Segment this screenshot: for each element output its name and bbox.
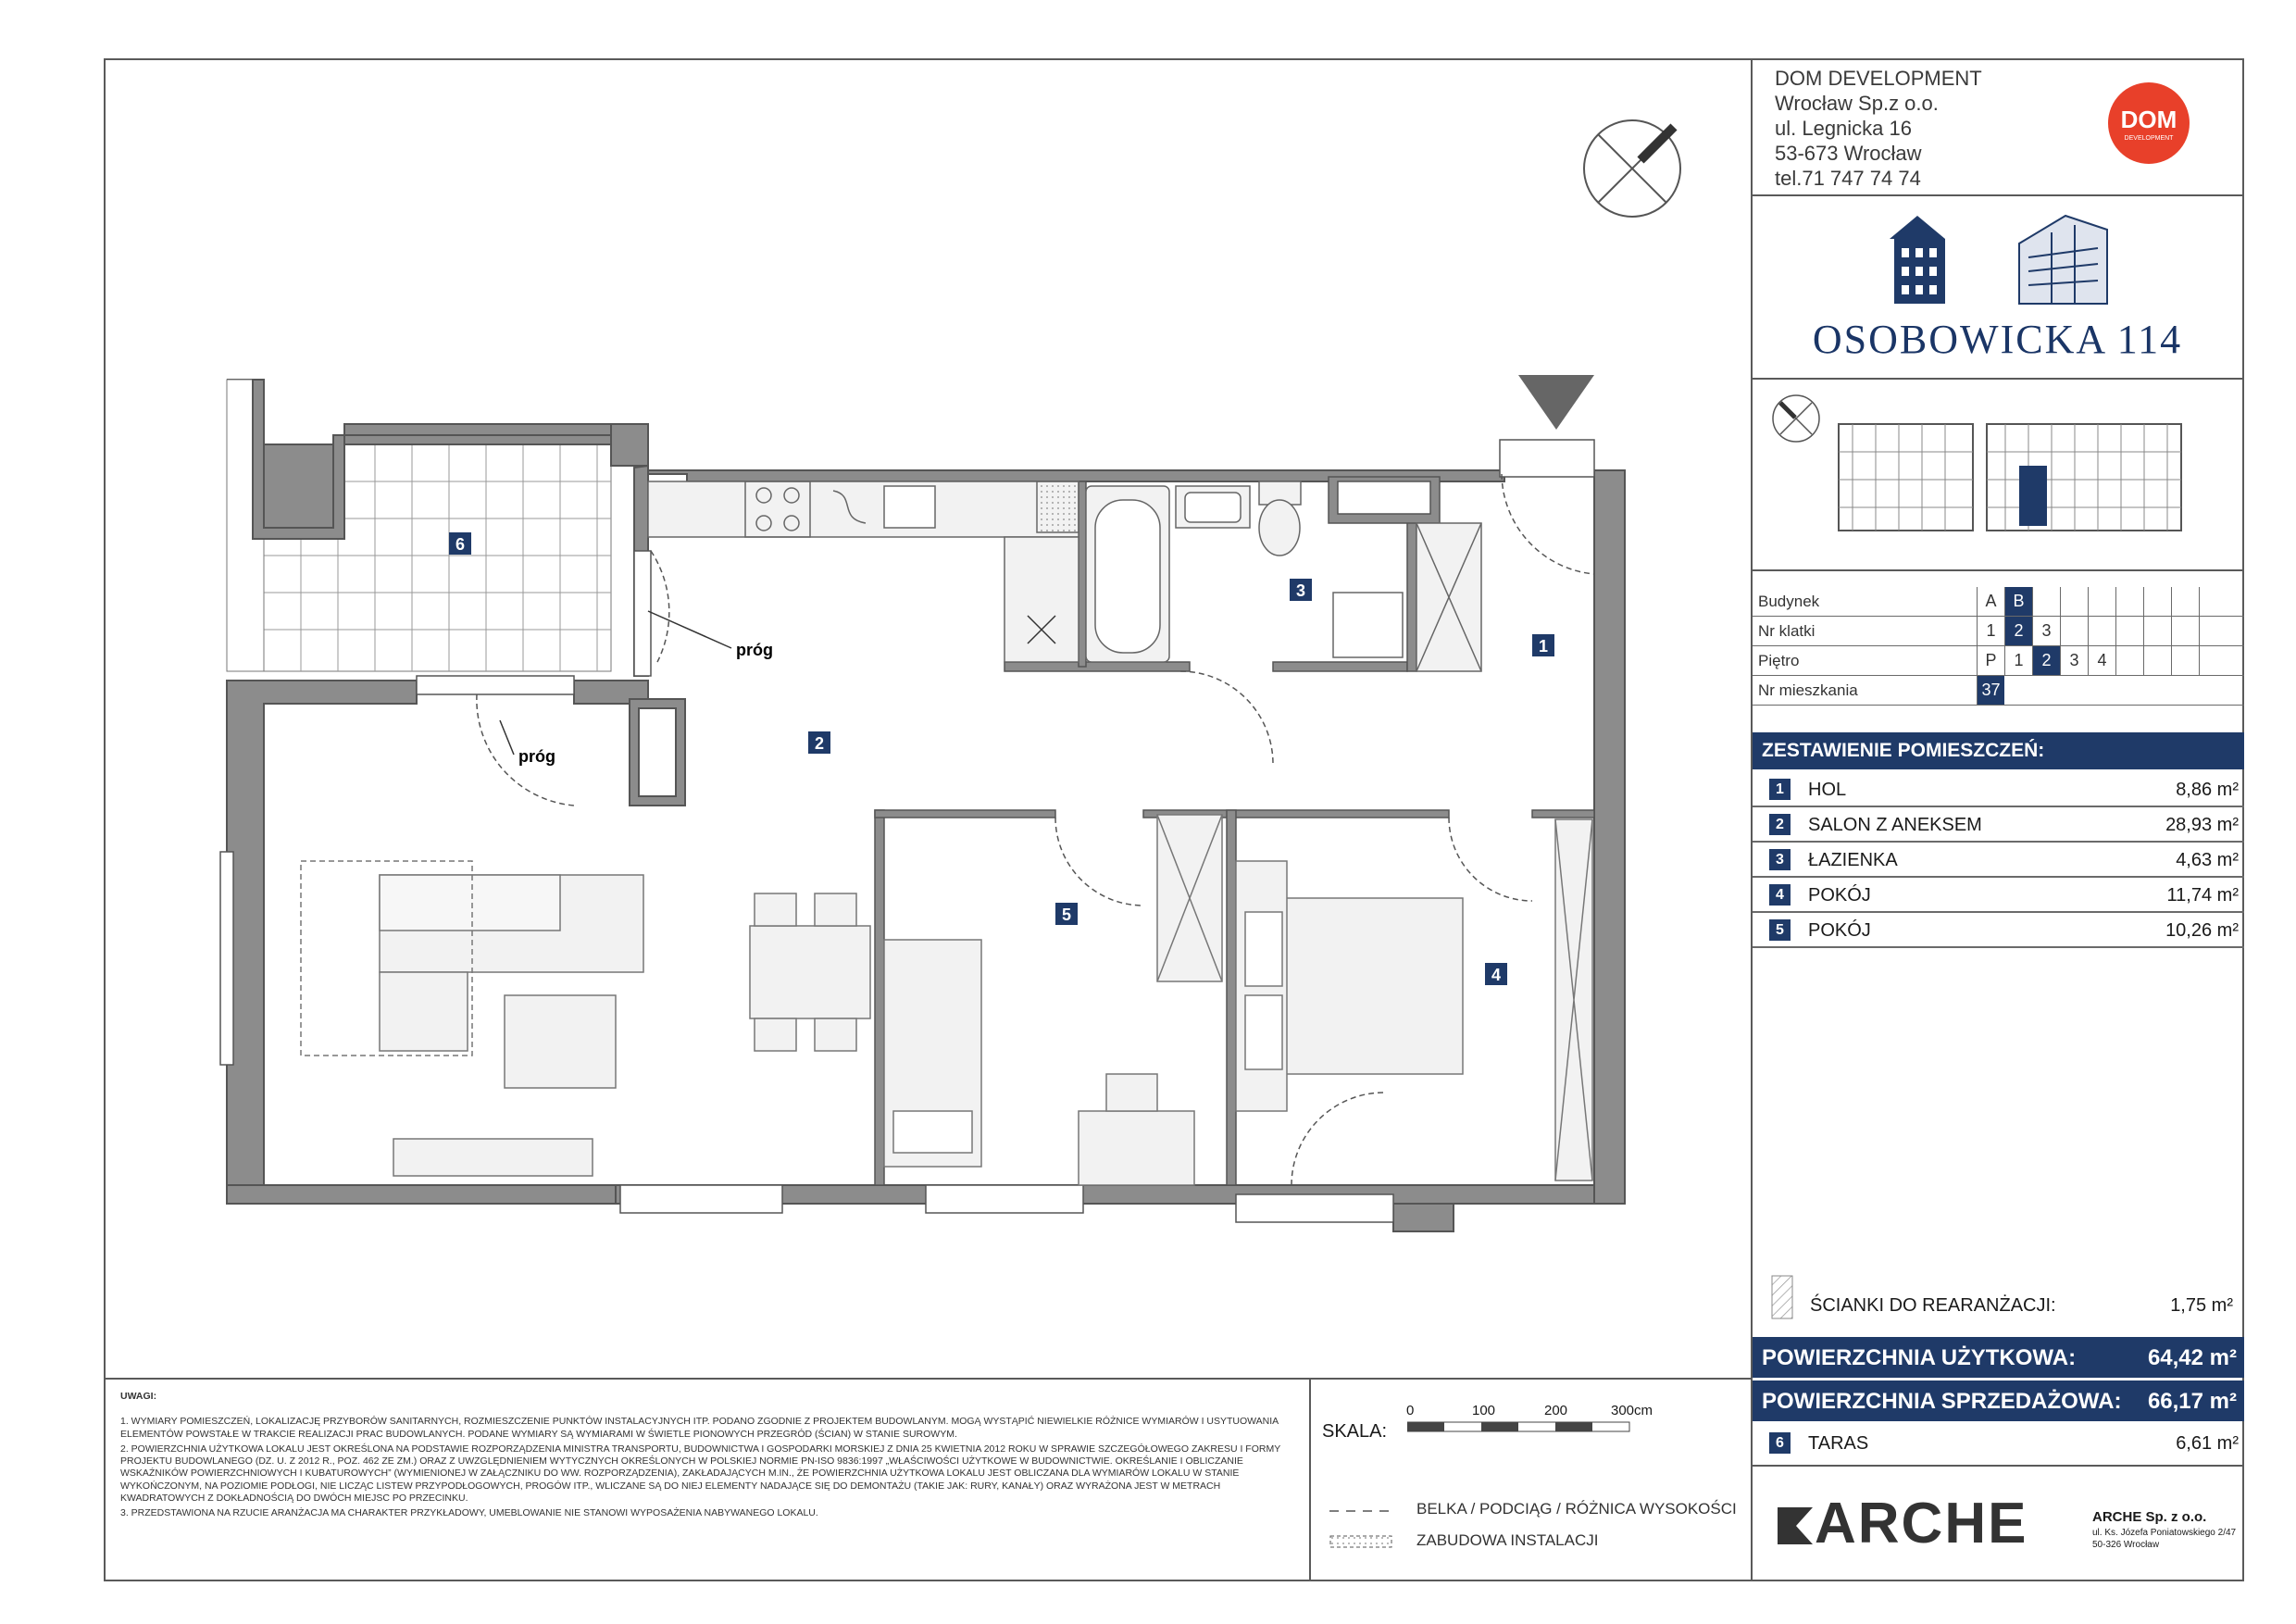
room-area: 11,74 m² [2166,885,2239,906]
cell-empty [2032,587,2060,616]
cell-empty [2171,617,2199,645]
beam-legend-icon [1329,1505,1394,1517]
rooms-list [1751,772,2244,948]
cell-empty [2060,587,2088,616]
divider [1751,1465,2244,1467]
terrace-name: TARAS [1808,1433,1869,1454]
room-number: 5 [1769,919,1791,941]
badge-2: 2 [814,734,825,753]
room-row [1751,772,2244,807]
badge-1: 1 [1538,637,1549,656]
badge-4: 4 [1491,966,1502,984]
cell-klatka-3: 3 [2032,617,2060,645]
room-name: SALON Z ANEKSEM [1808,815,1982,835]
usable-area-value: 64,42 m² [2147,1345,2237,1370]
estate-title: OSOBOWICKA 114 [1812,317,2183,362]
room-area: 4,63 m² [2176,850,2239,870]
cell-empty [2115,617,2143,645]
entrance-marker-icon [1518,375,1594,430]
prog-label-2: próg [518,747,555,766]
room-row [1751,807,2244,843]
cell-pietro-3: 3 [2060,646,2088,675]
scale-bar [1318,1403,1670,1458]
divider [1751,194,2244,196]
rearrangeable-walls-label: ŚCIANKI DO REARANŻACJI: [1810,1295,2056,1316]
building-key-plan [1834,415,2186,540]
arche-mark-icon [1778,1498,1815,1544]
cell-empty [2143,617,2171,645]
terrace-row [1751,1426,2244,1461]
room-name: HOL [1808,780,1847,800]
cell-empty [2088,617,2115,645]
badge-3: 3 [1295,581,1306,600]
sidebar-divider [1751,58,1753,1581]
room-number: 1 [1769,779,1791,800]
logo-text-dom: DOM [2120,106,2177,133]
cell-pietro-p: P [1977,646,2004,675]
info-row-pietro [1751,646,2244,676]
company-line-2: Wrocław Sp.z o.o. [1775,92,1939,115]
kitchen-counter [648,481,1079,662]
badge-6: 6 [455,535,466,554]
footer-divider [104,1378,1751,1380]
room4-furniture [1236,819,1592,1181]
divider [1751,378,2244,380]
usable-area-bar [1751,1337,2244,1378]
apartment-info-table [1751,587,2244,706]
installation-legend-icon [1329,1535,1394,1548]
cell-pietro-2-selected: 2 [2032,646,2060,675]
info-label-pietro: Piętro [1758,652,1800,669]
room-area: 10,26 m² [2165,920,2239,941]
cell-empty [2115,587,2143,616]
company-street: ul. Legnicka 16 [1775,117,1912,140]
usable-area-label: POWIERZCHNIA UŻYTKOWA: [1762,1345,2077,1370]
room5-furniture [884,815,1222,1185]
info-sidebar [1751,58,2244,1581]
footer-divider-vertical [1309,1378,1311,1581]
cell-klatka-1: 1 [1977,617,2004,645]
cell-empty [2171,646,2199,675]
room-area: 28,93 m² [2165,815,2239,835]
cell-empty [2199,587,2227,616]
cell-empty [2171,587,2199,616]
info-label-mieszkanie: Nr mieszkania [1758,681,1858,699]
company-address [1775,66,1982,191]
rooms-header: ZESTAWIENIE POMIESZCZEŃ: [1751,732,2244,769]
cell-budynek-a: A [1977,587,2004,616]
info-row-budynek [1751,587,2244,617]
room-row [1751,878,2244,913]
cell-empty [2199,646,2227,675]
room-number: 4 [1769,884,1791,906]
interior-walls [875,477,1594,1185]
company-city: 53-673 Wrocław [1775,142,1922,165]
cell-empty [2088,587,2115,616]
room-number: 3 [1769,849,1791,870]
dom-development-logo [2098,77,2200,169]
estate-illustration-icon [1871,206,2149,308]
room-number: 2 [1769,814,1791,835]
legend-installation-label: ZABUDOWA INSTALACJI [1416,1531,1599,1549]
cell-pietro-4: 4 [2088,646,2115,675]
cell-klatka-2-selected: 2 [2004,617,2032,645]
cell-empty [2060,617,2088,645]
sales-area-label: POWIERZCHNIA SPRZEDAŻOWA: [1762,1389,2122,1414]
room-name: POKÓJ [1808,920,1871,941]
company-phone: tel.71 747 74 74 [1775,167,1921,190]
terrace-area: 6,61 m² [2176,1433,2239,1454]
room-row [1751,913,2244,948]
mini-north-arrow-icon [1771,394,1822,444]
scale-label: SKALA: [1322,1421,1388,1442]
arche-logo-text: ARCHE [1815,1492,2028,1555]
note-3: 3. PRZEDSTAWIONA NA RZUCIE ARANŻACJA MA CHARAKTER PRZYKŁADOWY, UMEBLOWANIE NIE STANOWI WYPOSAŻENIA NABYWANEGO LOKALU. [120,1507,818,1519]
notes-title: UWAGI: [120,1391,157,1402]
divider [1751,569,2244,571]
notes-area [104,1389,1309,1581]
rearrangeable-walls-value: 1,75 m² [2170,1295,2233,1316]
living-room-furniture [301,861,870,1176]
note-1: 1. WYMIARY POMIESZCZEŃ, LOKALIZACJĘ PRZYBORÓW SANITARNYCH, ROZMIESZCZENIE PUNKTÓW INSTALACYJNYCH ITP. PODANO ZGODNIE Z PROJEKTEM BUDOWLANYM. MOGĄ WYSTĄPIĆ NIEWIELKIE RÓŻNICE WYMIARÓW I USYTUOWANIA ELEMENTÓW POWSTAŁE W TRAKCIE REALIZACJI PRAC BUDOWLANYCH. PODANE WYMIARY SĄ WYMIARAMI W ŚWIETLE PIONOWYCH PRZEGRÓD (ŚCIAN) W STANIE SUROWYM. [120,1416,1279,1440]
scale-tick-300: 300cm [1611,1403,1653,1418]
logo-text-development: DEVELOPMENT [2124,135,2174,142]
company-name: DOM DEVELOPMENT [1775,67,1982,90]
info-row-klatka [1751,617,2244,646]
info-label-budynek: Budynek [1758,593,1820,610]
badge-5: 5 [1061,906,1072,924]
cell-mieszkanie-37: 37 [1977,676,2004,705]
scale-tick-200: 200 [1544,1403,1568,1418]
room-area: 8,86 m² [2176,780,2239,800]
cell-empty [2143,646,2171,675]
cell-empty [2199,617,2227,645]
cell-empty [2143,587,2171,616]
cell-empty [2115,646,2143,675]
terrace-number: 6 [1769,1432,1791,1454]
cell-pietro-1: 1 [2004,646,2032,675]
rearrangeable-walls-row [1751,1275,2244,1330]
scale-tick-0: 0 [1406,1403,1415,1418]
room-name: POKÓJ [1808,885,1871,906]
scale-ruler [1407,1421,1634,1434]
north-arrow-icon [1584,120,1680,217]
note-2: 2. POWIERZCHNIA UŻYTKOWA LOKALU JEST OKREŚLONA NA PODSTAWIE ROZPORZĄDZENIA MINISTRA TRANSPORTU, BUDOWNICTWA I GOSPODARKI MORSKIEJ Z DNIA 25 KWIETNIA 2012 ROKU W SPRAWIE SZCZEGÓŁOWEGO ZAKRESU I FORMY PROJEKTU BUDOWLANEGO (DZ. U. Z 2012 R., POZ. 462 ZE ZM.) ORAZ Z UWZGLĘDNIENIEM WYTYCZNYCH OKREŚLONYCH W POLSKIEJ NORMIE PN-ISO 9836:1997 „WŁAŚCIWOŚCI UŻYTKOWE W BUDOWNICTWIE. OKREŚLANIE I OBLICZANIE WSKAŹNIKÓW POWIERZCHNIOWYCH I KUBATUROWYCH” (WYMIENIONEJ W ZAŁĄCZNIKU DO WW. ROZPORZĄDZENIA), ZAKŁADAJĄCYCH M.IN., ŻE POWIERZCHNIA UŻYTKOWA LOKALU JEST OBLICZANA DLA WYMIARÓW LOKALU W STANIE WYKOŃCZONYM, NA POZIOMIE PODŁOGI, NIE LICZĄC LISTEW PRZYPODŁOGOWYCH, PROGÓW ITP., WLICZANE SĄ DO NIEJ ELEMENTY NADAJĄCE SIĘ DO DEMONTAŻU (TAKIE JAK: RURY, KANAŁY) ORAZ WYRAŻONA JEST W METRACH KWADRATOWYCH Z DOKŁADNOŚCIĄ DO DWÓCH MIEJSC PO PRZECINKU. [120,1443,1281,1505]
sales-area-bar [1751,1380,2244,1421]
arche-address-1: ul. Ks. Józefa Poniatowskiego 2/47 [2092,1528,2237,1538]
cell-budynek-b-selected: B [2004,587,2032,616]
prog-label-1: próg [736,641,773,659]
notes-text [120,1391,1296,1523]
legend-beam-label: BELKA / PODCIĄG / RÓŻNICA WYSOKOŚCI [1416,1500,1737,1518]
scale-tick-100: 100 [1472,1403,1496,1418]
room-name: ŁAZIENKA [1808,850,1898,870]
info-row-mieszkanie [1751,676,2244,706]
arche-address-2: 50-326 Wrocław [2092,1540,2160,1550]
arche-company-name: ARCHE Sp. z o.o. [2092,1509,2207,1525]
terrace-area [227,380,648,671]
info-label-klatka: Nr klatki [1758,622,1816,640]
hatch-legend-icon [1771,1275,1795,1321]
sales-area-value: 66,17 m² [2147,1389,2237,1414]
room-row [1751,843,2244,878]
